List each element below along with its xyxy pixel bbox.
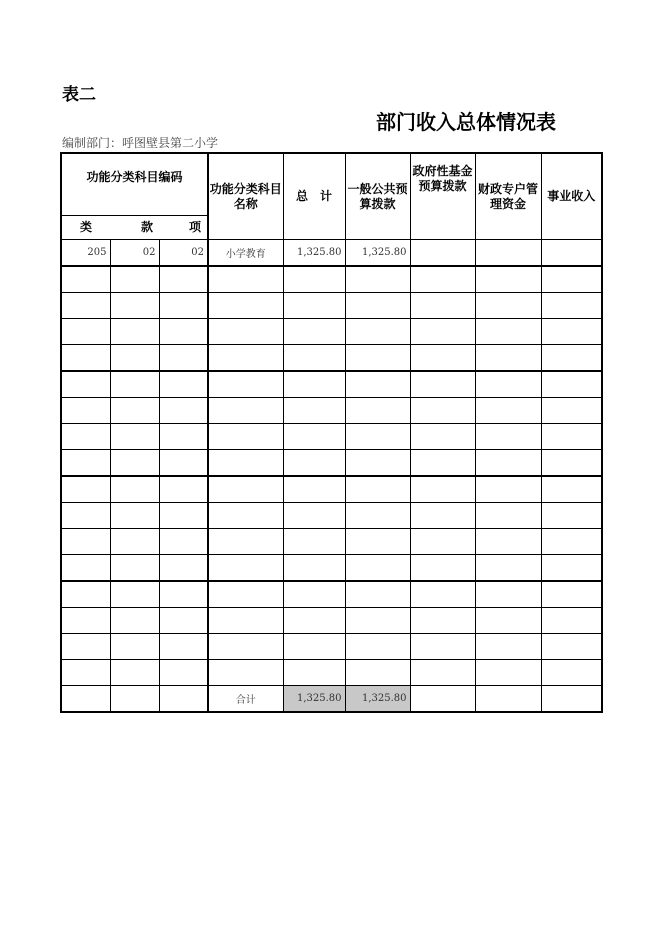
cell-general	[345, 266, 410, 293]
cell-name	[208, 608, 283, 634]
cell-lei	[61, 398, 110, 424]
cell-lei	[61, 634, 110, 660]
cell-business	[541, 319, 602, 345]
cell-xiang	[159, 266, 208, 293]
cell-finance	[475, 660, 541, 686]
cell-name	[208, 345, 283, 372]
header-finance-special: 财政专户管理资金	[475, 153, 541, 240]
table-row	[61, 398, 602, 424]
cell-gov-fund	[410, 240, 475, 267]
cell-total	[283, 319, 345, 345]
header-business-income: 事业收入	[541, 153, 602, 240]
cell-name	[208, 581, 283, 608]
cell-finance	[475, 319, 541, 345]
cell-lei	[61, 476, 110, 503]
cell-general	[345, 319, 410, 345]
cell-total	[283, 476, 345, 503]
cell-name	[208, 424, 283, 450]
cell-kuan	[110, 608, 159, 634]
cell-general	[345, 371, 410, 398]
cell-business	[541, 266, 602, 293]
header-kuan: 款	[110, 216, 159, 240]
cell-name	[208, 476, 283, 503]
cell-xiang	[159, 371, 208, 398]
cell-finance	[475, 450, 541, 477]
cell-finance	[475, 529, 541, 555]
cell-kuan	[110, 660, 159, 686]
cell-xiang	[159, 398, 208, 424]
cell-total	[283, 581, 345, 608]
cell-general	[345, 450, 410, 477]
totals-row	[61, 686, 602, 713]
cell-total	[283, 266, 345, 293]
cell-finance	[475, 686, 541, 713]
cell-lei	[61, 503, 110, 529]
cell-lei	[61, 555, 110, 582]
cell-finance	[475, 398, 541, 424]
cell-business	[541, 581, 602, 608]
cell-general	[345, 529, 410, 555]
cell-finance	[475, 424, 541, 450]
cell-kuan	[110, 345, 159, 372]
cell-xiang	[159, 555, 208, 582]
cell-gov-fund	[410, 424, 475, 450]
income-table	[60, 152, 603, 713]
table-row	[61, 371, 602, 398]
cell-gov-fund	[410, 319, 475, 345]
cell-name	[208, 319, 283, 345]
cell-total	[283, 371, 345, 398]
cell-xiang	[159, 450, 208, 477]
cell-business	[541, 608, 602, 634]
cell-xiang	[159, 503, 208, 529]
cell-total	[283, 529, 345, 555]
cell-general	[345, 345, 410, 372]
cell-lei: 205	[61, 240, 110, 267]
cell-business	[541, 555, 602, 582]
cell-finance	[475, 634, 541, 660]
table-row	[61, 240, 602, 267]
table-row	[61, 608, 602, 634]
cell-name	[208, 398, 283, 424]
cell-total	[283, 660, 345, 686]
cell-gov-fund	[410, 345, 475, 372]
cell-kuan	[110, 450, 159, 477]
cell-business	[541, 293, 602, 319]
cell-lei	[61, 293, 110, 319]
cell-lei	[61, 581, 110, 608]
header-total: 总 计	[283, 153, 345, 240]
cell-kuan	[110, 476, 159, 503]
cell-lei	[61, 686, 110, 713]
table-row	[61, 634, 602, 660]
cell-name	[208, 555, 283, 582]
cell-name	[208, 450, 283, 477]
cell-total	[283, 424, 345, 450]
cell-general: 1,325.80	[345, 240, 410, 267]
cell-gov-fund	[410, 634, 475, 660]
table-row	[61, 424, 602, 450]
cell-general	[345, 293, 410, 319]
cell-xiang	[159, 529, 208, 555]
header-xiang: 项	[159, 216, 208, 240]
table-row	[61, 581, 602, 608]
cell-finance	[475, 608, 541, 634]
cell-business	[541, 503, 602, 529]
cell-general	[345, 398, 410, 424]
cell-lei	[61, 660, 110, 686]
cell-name	[208, 371, 283, 398]
cell-total	[283, 398, 345, 424]
cell-finance	[475, 503, 541, 529]
cell-total	[283, 555, 345, 582]
cell-general	[345, 503, 410, 529]
cell-kuan	[110, 266, 159, 293]
cell-xiang	[159, 345, 208, 372]
cell-lei	[61, 371, 110, 398]
cell-gov-fund	[410, 450, 475, 477]
cell-total	[283, 345, 345, 372]
cell-general	[345, 660, 410, 686]
header-subject-name: 功能分类科目名称	[208, 153, 283, 240]
table-row	[61, 529, 602, 555]
table-row	[61, 660, 602, 686]
cell-finance	[475, 240, 541, 267]
cell-lei	[61, 345, 110, 372]
table-row	[61, 503, 602, 529]
totals-label: 合计	[208, 686, 283, 713]
cell-total	[283, 608, 345, 634]
page-title: 部门收入总体情况表	[376, 110, 556, 134]
cell-name	[208, 293, 283, 319]
cell-xiang	[159, 319, 208, 345]
cell-gov-fund	[410, 371, 475, 398]
cell-kuan	[110, 398, 159, 424]
cell-general	[345, 634, 410, 660]
cell-finance	[475, 266, 541, 293]
cell-kuan	[110, 634, 159, 660]
totals-general: 1,325.80	[345, 686, 410, 713]
cell-gov-fund	[410, 529, 475, 555]
cell-general	[345, 424, 410, 450]
cell-kuan	[110, 319, 159, 345]
totals-total: 1,325.80	[283, 686, 345, 713]
cell-lei	[61, 424, 110, 450]
header-general-budget: 一般公共预算拨款	[345, 153, 410, 240]
cell-total: 1,325.80	[283, 240, 345, 267]
cell-finance	[475, 345, 541, 372]
cell-finance	[475, 476, 541, 503]
header-code-group: 功能分类科目编码	[61, 153, 208, 216]
cell-kuan	[110, 529, 159, 555]
cell-business	[541, 398, 602, 424]
cell-total	[283, 503, 345, 529]
cell-business	[541, 686, 602, 713]
cell-xiang	[159, 424, 208, 450]
cell-kuan	[110, 424, 159, 450]
cell-finance	[475, 371, 541, 398]
sheet-label: 表二	[62, 85, 96, 105]
cell-general	[345, 555, 410, 582]
cell-business	[541, 424, 602, 450]
table-row	[61, 345, 602, 372]
cell-kuan	[110, 581, 159, 608]
cell-general	[345, 476, 410, 503]
cell-business	[541, 371, 602, 398]
cell-total	[283, 634, 345, 660]
table-row	[61, 293, 602, 319]
cell-kuan	[110, 503, 159, 529]
table-row	[61, 319, 602, 345]
cell-xiang: 02	[159, 240, 208, 267]
cell-business	[541, 634, 602, 660]
cell-kuan: 02	[110, 240, 159, 267]
cell-general	[345, 581, 410, 608]
cell-total	[283, 293, 345, 319]
cell-xiang	[159, 476, 208, 503]
cell-lei	[61, 529, 110, 555]
cell-xiang	[159, 581, 208, 608]
cell-lei	[61, 608, 110, 634]
department-line: 编制部门：呼图壁县第二小学	[62, 136, 219, 150]
cell-gov-fund	[410, 581, 475, 608]
cell-gov-fund	[410, 555, 475, 582]
cell-business	[541, 450, 602, 477]
cell-gov-fund	[410, 266, 475, 293]
cell-business	[541, 529, 602, 555]
cell-name	[208, 634, 283, 660]
cell-name	[208, 503, 283, 529]
cell-business	[541, 240, 602, 267]
cell-business	[541, 345, 602, 372]
cell-xiang	[159, 293, 208, 319]
cell-kuan	[110, 293, 159, 319]
table-row	[61, 450, 602, 477]
cell-name: 小学教育	[208, 240, 283, 267]
cell-business	[541, 476, 602, 503]
cell-gov-fund	[410, 398, 475, 424]
cell-gov-fund	[410, 660, 475, 686]
cell-kuan	[110, 555, 159, 582]
cell-lei	[61, 266, 110, 293]
cell-total	[283, 450, 345, 477]
header-lei: 类	[61, 216, 110, 240]
cell-xiang	[159, 634, 208, 660]
cell-name	[208, 266, 283, 293]
cell-gov-fund	[410, 686, 475, 713]
cell-xiang	[159, 686, 208, 713]
cell-xiang	[159, 608, 208, 634]
cell-gov-fund	[410, 503, 475, 529]
cell-finance	[475, 555, 541, 582]
cell-xiang	[159, 660, 208, 686]
table-row	[61, 476, 602, 503]
cell-lei	[61, 319, 110, 345]
cell-business	[541, 660, 602, 686]
cell-finance	[475, 293, 541, 319]
cell-general	[345, 608, 410, 634]
table-row	[61, 555, 602, 582]
table-row	[61, 266, 602, 293]
cell-gov-fund	[410, 608, 475, 634]
header-gov-fund: 政府性基金预算拨款	[410, 153, 475, 240]
cell-name	[208, 529, 283, 555]
cell-kuan	[110, 371, 159, 398]
cell-name	[208, 660, 283, 686]
cell-kuan	[110, 686, 159, 713]
cell-gov-fund	[410, 293, 475, 319]
cell-finance	[475, 581, 541, 608]
cell-lei	[61, 450, 110, 477]
cell-gov-fund	[410, 476, 475, 503]
